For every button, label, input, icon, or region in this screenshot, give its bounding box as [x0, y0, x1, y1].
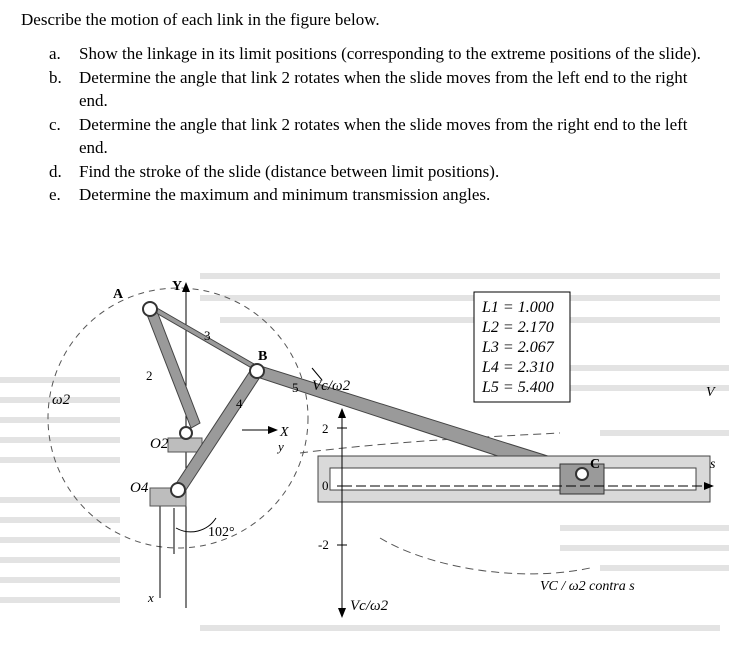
label-x: X — [280, 425, 289, 440]
question-letter: e. — [49, 185, 61, 204]
question-letter: b. — [49, 67, 62, 87]
label-angle: 102° — [208, 525, 235, 540]
question-item — [18, 160, 708, 184]
label-link-3: 3 — [204, 328, 211, 343]
plot-axis-arrow-up-icon — [338, 408, 346, 418]
label-link-2: 2 — [146, 368, 153, 383]
label-o4: O4 — [130, 480, 149, 496]
question-text: Determine the angle that link 2 rotates when the slide moves from the left end to the right end. — [79, 67, 688, 110]
pin-a — [143, 302, 157, 316]
tick-label-neg: -2 — [318, 537, 329, 552]
dimension-l5: L5 = 5.400 — [482, 379, 554, 396]
dimension-l1: L1 = 1.000 — [482, 299, 554, 316]
question-text: Show the linkage in its limit positions (corresponding to the extreme positions of the slide). — [79, 44, 701, 63]
coupler-curve — [300, 433, 590, 574]
pin-c — [576, 468, 588, 480]
pin-o2 — [180, 427, 192, 439]
linkage-figure — [0, 268, 729, 658]
label-vc-over-w2-top: Vc/ω2 — [312, 378, 351, 394]
x-arrow-icon — [268, 426, 278, 434]
label-b: B — [258, 349, 268, 364]
question-letter: d. — [49, 161, 62, 181]
label-v: V — [706, 385, 715, 400]
question-letter: a. — [49, 44, 61, 63]
question-text: Determine the maximum and minimum transmission angles. — [79, 185, 491, 204]
dimension-l4: L4 = 2.310 — [482, 359, 554, 376]
label-s: s — [710, 457, 716, 472]
question-item — [18, 66, 708, 113]
label-link-4: 4 — [236, 396, 243, 411]
question-list — [18, 42, 708, 207]
question-text: Determine the angle that link 2 rotates when the slide moves from the right end to the left end. — [79, 114, 688, 157]
pin-o4 — [171, 483, 185, 497]
label-y-small: y — [278, 439, 284, 454]
dimension-l3: L3 = 2.067 — [482, 339, 554, 356]
linkage-diagram — [0, 268, 729, 658]
question-item — [18, 42, 708, 66]
tick-label-pos: 2 — [322, 421, 329, 436]
link-2 — [146, 306, 200, 428]
y-axis-arrow-icon — [182, 282, 190, 292]
question-text: Find the stroke of the slide (distance between limit positions). — [79, 161, 500, 181]
question-item — [18, 183, 708, 207]
slider-slot — [330, 468, 696, 490]
label-c: C — [590, 457, 601, 472]
label-omega2: ω2 — [52, 392, 71, 408]
label-link-5: 5 — [292, 380, 299, 395]
pin-b — [250, 364, 264, 378]
label-o2: O2 — [150, 436, 169, 452]
question-letter: c. — [49, 114, 61, 134]
label-a: A — [113, 287, 124, 302]
label-x-small: x — [148, 590, 154, 605]
background-texture — [0, 276, 729, 628]
question-item — [18, 113, 708, 160]
plot-caption: VC / ω2 contra s — [540, 579, 635, 594]
problem-intro: Describe the motion of each link in the figure below. — [21, 10, 380, 29]
plot-axis-arrow-down-icon — [338, 608, 346, 618]
dimension-l2: L2 = 2.170 — [482, 319, 554, 336]
label-vc-over-w2-bottom: Vc/ω2 — [350, 598, 389, 614]
ground-o2 — [168, 438, 202, 452]
label-y: Y — [172, 279, 183, 294]
tick-label-zero: 0 — [322, 478, 329, 493]
